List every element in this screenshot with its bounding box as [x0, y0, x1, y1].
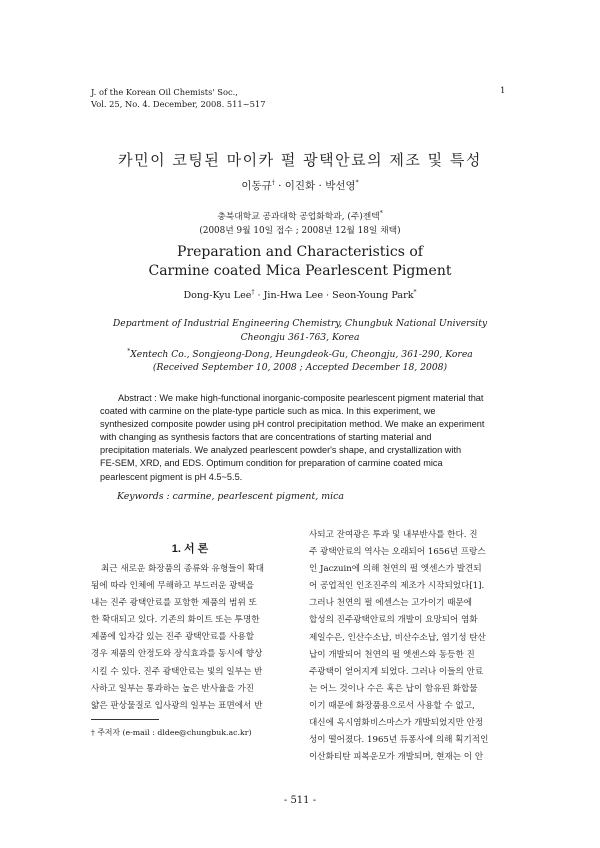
abstract-line: precipitation materials. We analyzed pearlescent powder's shape, and crystallization with	[100, 445, 462, 456]
author-1-ko: 이동규	[241, 180, 272, 192]
affiliation-ko-line-1: 충북대학교 공과대학 공업화학과, (주)젠텍	[217, 211, 380, 222]
body-line: 이산화티탄 피복운모가 개발되며, 현재는 이 안	[309, 752, 484, 763]
authors-korean	[0, 178, 600, 193]
body-line: 합성의 진주광택안료의 개발이 요망되어 염화	[309, 615, 478, 626]
received-ko: (2008년 9월 10일 접수 ; 2008년 12월 18일 채택)	[199, 225, 401, 236]
footnote-divider	[91, 719, 159, 720]
body-line: 경우 제품의 안정도와 장식효과를 동시에 향상	[91, 649, 263, 660]
author-en-mark-dagger: †	[251, 289, 255, 296]
keywords: Keywords : carmine, pearlescent pigment, mica	[117, 491, 344, 502]
authors-english	[0, 289, 600, 301]
abstract-line: Abstract : We make high-functional inorganic-composite pearlescent pigment material that	[118, 393, 484, 403]
body-line: 주 광택안료의 역사는 오래되어 1656년 프랑스	[309, 547, 486, 558]
body-line: 어 공업적인 인조진주의 제조가 시작되었다[1].	[309, 581, 485, 592]
body-line: 제품에 입자감 있는 진주 광택안료를 사용할	[91, 632, 255, 643]
affiliation-en-line-3: Xentech Co., Songjeong-Dong, Heungdeok-Gu, Cheongju, 361-290, Korea	[130, 348, 473, 360]
footnote-corresponding-author: † 주저자 (e-mail : dldee@chungbuk.ac.kr)	[91, 728, 252, 737]
body-line: 내는 진주 광택안료를 포함한 제품의 범위 또	[91, 598, 257, 609]
body-line: 대신에 옥시염화비스마스가 개발되었지만 안정	[309, 718, 484, 729]
author-mark-dagger: †	[271, 179, 275, 187]
body-line: 그러나 천연의 펄 에센스는 고가이기 때문에	[309, 598, 473, 609]
author-rest-ko: · 이진화 · 박선영	[274, 180, 356, 192]
body-line: 는 어느 것이나 수은 혹은 납이 함유된 화합물	[309, 683, 478, 694]
body-line: 됨에 따라 인체에 무해하고 부드러운 광택을	[91, 581, 255, 592]
author-en-mark-star: *	[413, 289, 417, 296]
title-en-line-2: Carmine coated Mica Pearlescent Pigment	[148, 263, 452, 279]
body-line: 사하고 일부는 통과하는 높은 반사율을 가진	[91, 683, 255, 694]
abstract	[100, 392, 500, 484]
affiliation-korean	[0, 207, 600, 238]
body-line: 한 확대되고 있다. 기존의 화이트 또는 투명한	[91, 615, 260, 626]
body-line: 주광택이 얻어지게 되었다. 그러나 이들의 안료	[309, 666, 484, 677]
title-en-line-1: Preparation and Characteristics of	[177, 244, 423, 260]
title-korean: 카민이 코팅된 마이카 펄 광택안료의 제조 및 특성	[118, 151, 482, 169]
received-en: (Received September 10, 2008 ; Accepted December 18, 2008)	[152, 362, 448, 374]
journal-citation	[91, 86, 265, 110]
affiliation-en-line-1: Department of Industrial Engineering Chemistry, Chungbuk National University	[112, 318, 488, 329]
abstract-line: pearlescent pigment is pH 4.5~5.5.	[100, 471, 243, 482]
body-line: 납이 개발되어 천연의 펄 엣센스와 동등한 진	[309, 649, 475, 660]
affiliation-en-line-2: Cheongju 361-763, Korea	[240, 331, 360, 343]
author-mark-star: *	[355, 179, 359, 187]
author-1-en: Dong-Kyu Lee	[183, 290, 252, 302]
section-heading-introduction: 1. 서 론	[171, 543, 209, 555]
left-column-text	[91, 561, 290, 715]
body-line: 최근 새로운 화장품의 종류와 유형들이 확대	[101, 564, 265, 574]
body-line: 시킬 수 있다. 진주 광택안료는 빛의 일부는 반	[91, 666, 263, 677]
abstract-line: coated with carmine on the plate-type particle such as mica. In this experiment, we	[100, 406, 436, 417]
page-number-top: 1	[500, 86, 506, 96]
abstract-line: with changing as synthesis factors that are concentrations of starting material and	[100, 432, 432, 443]
body-line: 이기 때문에 화장품용으로서 사용할 수 없고,	[309, 700, 475, 711]
affiliation-en-mark: *	[127, 347, 131, 355]
right-column-text	[309, 527, 509, 766]
body-line: 인 Jaczuin에 의해 천연의 펄 엣센스가 발견되	[309, 564, 482, 575]
affiliation-ko-mark: *	[379, 210, 383, 217]
affiliation-english	[0, 317, 600, 375]
author-rest-en: · Jin-Hwa Lee · Seon-Young Park	[254, 290, 414, 302]
body-line: 성이 떨어졌다. 1965년 듀퐁사에 의해 획기적인	[309, 735, 489, 746]
abstract-line: synthesized composite powder using pH control precipitation method. We make an experiment	[100, 419, 485, 430]
journal-line-1: J. of the Korean Oil Chemists' Soc.,	[91, 87, 238, 97]
body-line: 제일수은, 인산수소납, 비산수소납, 염기성 탄산	[309, 632, 486, 643]
page-number-bottom: - 511 -	[283, 795, 317, 806]
title-english	[0, 243, 600, 281]
abstract-line: FE-SEM, XRD, and EDS. Optimum condition for preparation of carmine coated mica	[100, 458, 443, 469]
body-line: 얇은 판상물질로 입사광의 일부는 표면에서 반	[91, 700, 263, 711]
journal-line-2: Vol. 25, No. 4. December, 2008. 511~517	[91, 99, 266, 109]
body-line: 사되고 잔여광은 투과 및 내부반사를 한다. 진	[309, 530, 478, 540]
